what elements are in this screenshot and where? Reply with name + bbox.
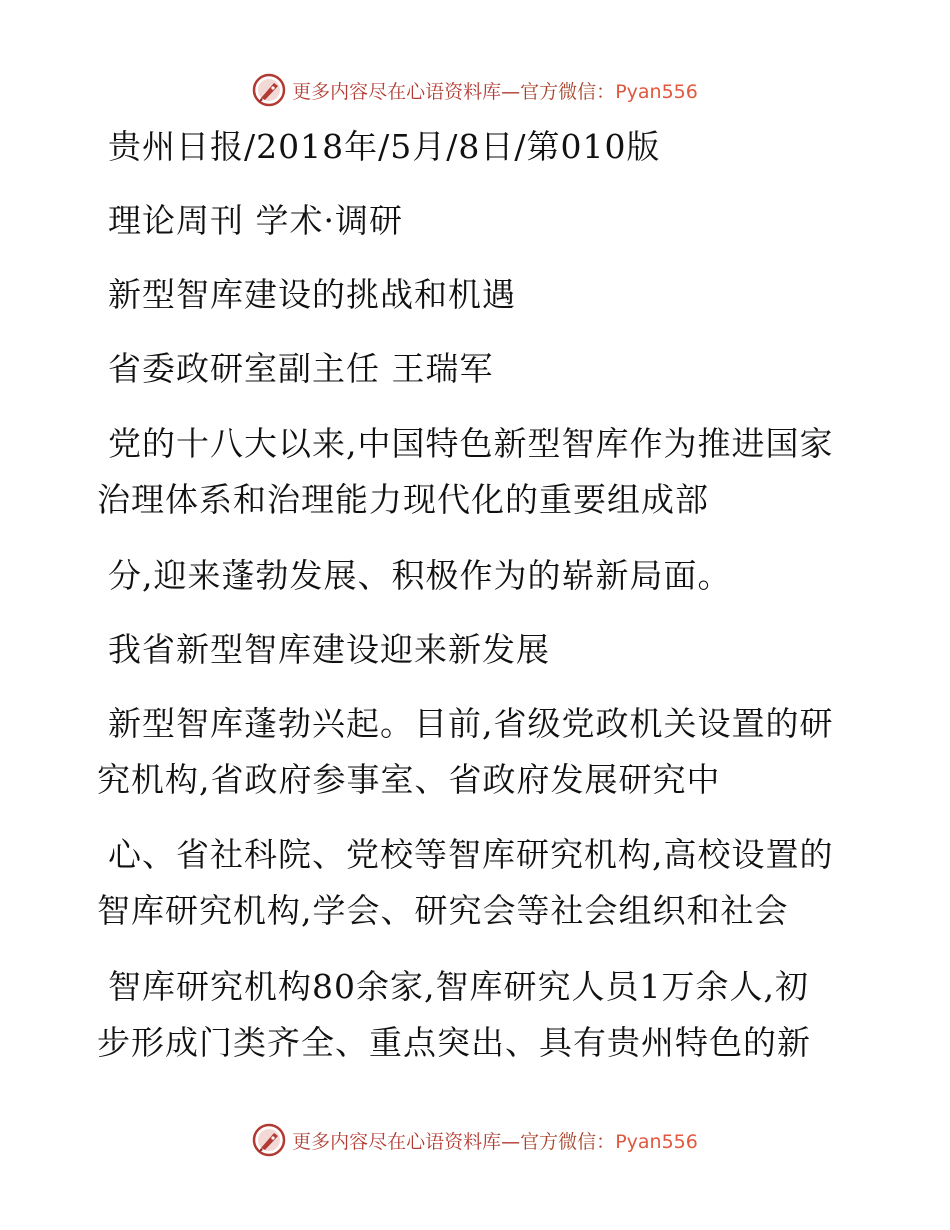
body-line: 党的十八大以来,中国特色新型智库作为推进国家 (108, 424, 834, 463)
body-line: 治理体系和治理能力现代化的重要组成部 (97, 480, 709, 519)
body-line: 智库研究机构80余家,智库研究人员1万余人,初 (108, 967, 809, 1006)
footer-watermark (0, 1120, 950, 1160)
body-line: 新型智库蓬勃兴起。目前,省级党政机关设置的研 (108, 704, 834, 743)
header-watermark (0, 70, 950, 110)
publication-info: 贵州日报/2018年/5月/8日/第010版 (108, 127, 661, 166)
article-title: 新型智库建设的挑战和机遇 (108, 275, 516, 314)
watermark-brand: 更多内容尽在心语资料库 (292, 1130, 502, 1153)
body-line: 分,迎来蓬勃发展、积极作为的崭新局面。 (108, 556, 732, 595)
watermark-text (292, 1127, 698, 1154)
body-line: 步形成门类齐全、重点突出、具有贵州特色的新 (97, 1023, 811, 1062)
watermark-wechat-label: 官方微信： (520, 80, 616, 103)
watermark-wechat-id: Pyan556 (615, 80, 698, 103)
body-line: 心、省社科院、党校等智库研究机构,高校设置的 (108, 835, 834, 874)
section-heading: 我省新型智库建设迎来新发展 (108, 630, 550, 669)
watermark-wechat-label: 官方微信： (520, 1130, 616, 1153)
article-author: 省委政研室副主任 王瑞军 (108, 349, 494, 388)
pen-seal-icon (252, 1123, 286, 1157)
watermark-text (292, 77, 698, 104)
watermark-separator: — (501, 80, 521, 103)
body-line: 智库研究机构,学会、研究会等社会组织和社会 (97, 891, 789, 930)
column-name: 理论周刊 学术·调研 (108, 201, 403, 240)
watermark-brand: 更多内容尽在心语资料库 (292, 80, 502, 103)
body-line: 究机构,省政府参事室、省政府发展研究中 (97, 760, 721, 799)
watermark-separator: — (501, 1130, 521, 1153)
pen-seal-icon (252, 73, 286, 107)
watermark-wechat-id: Pyan556 (615, 1130, 698, 1153)
